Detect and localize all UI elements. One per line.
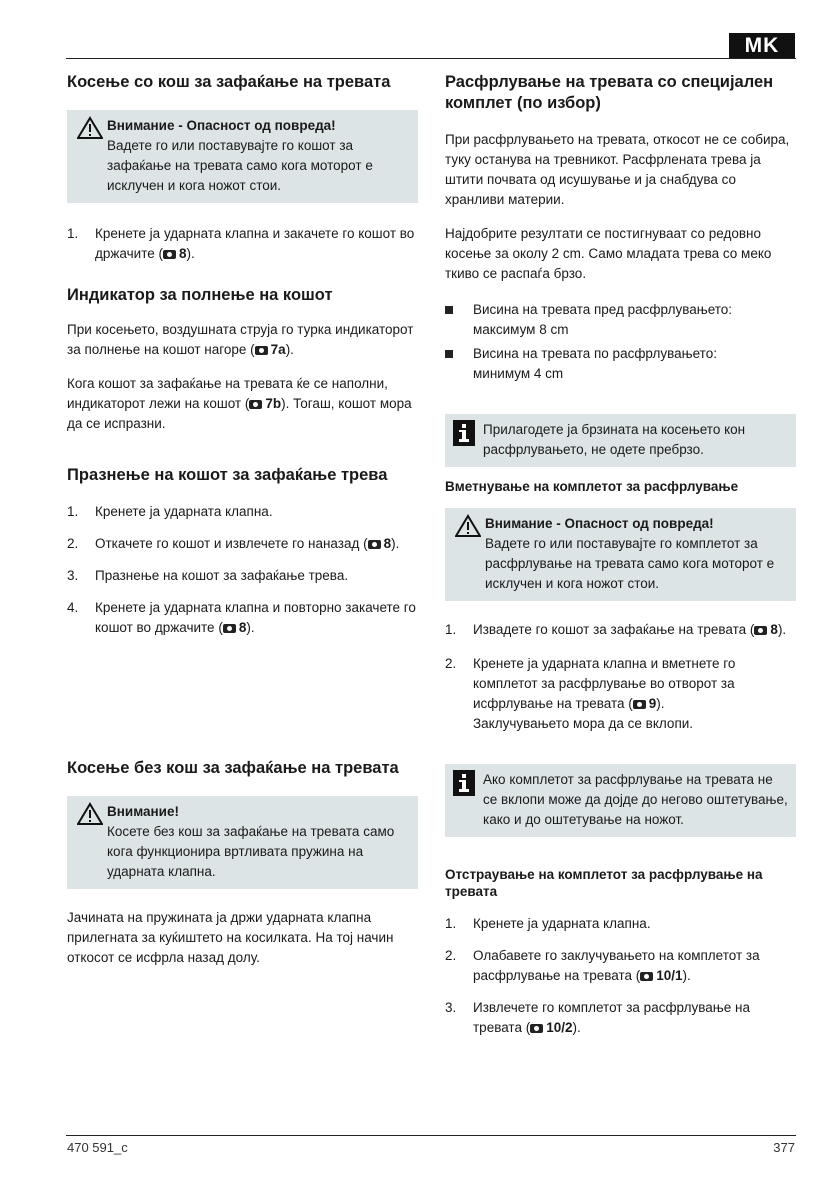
list-item: Висина на тревата пред расфрлувањето: максимум 8 cm — [445, 300, 798, 340]
warning-text: Вадете го или поставувајте го кошот за зафаќање на тревата само кога моторот е исклучен и кога ножот стои. — [107, 138, 373, 193]
info-icon — [453, 420, 483, 460]
warning-title: Внимание! — [107, 804, 179, 819]
info-box — [445, 764, 796, 837]
info-text: Прилагодете ја брзината на косењето кон расфрлувањето, не одете пребрзо. — [483, 422, 746, 457]
camera-icon — [754, 626, 767, 635]
warning-box — [67, 796, 418, 889]
steps-list — [445, 620, 796, 734]
camera-icon — [530, 1024, 543, 1033]
warning-icon — [77, 802, 107, 882]
bullet-list — [445, 300, 798, 384]
paragraph: Кога кошот за зафаќање на тревата ќе се наполни, индикаторот лежи на кошот ( 7b). Тогаш, кошот мора да се испразни. — [67, 376, 412, 431]
steps-list — [445, 914, 798, 1038]
camera-icon — [368, 540, 381, 549]
paragraph: При расфрлувањето на тревата, откосот не се собира, туку останува на тревникот. Расфрлената трева ја штити почвата од исушување и ја снабдува со хранливи материи. — [445, 132, 790, 207]
warning-icon — [455, 514, 485, 594]
section-mulching — [445, 72, 798, 384]
section-insert-mulch-kit — [445, 478, 798, 495]
bullet-icon — [445, 306, 453, 314]
section-fill-indicator — [67, 285, 418, 434]
figure-ref: 8 — [238, 620, 247, 635]
camera-icon — [255, 346, 268, 355]
subsection-title: Вметнување на комплетот за расфрлување — [445, 479, 739, 494]
section-title: Индикатор за полнење на кошот — [67, 286, 333, 304]
section-title: Празнење на кошот за зафаќање трева — [67, 466, 388, 484]
figure-ref: 10/1 — [656, 968, 683, 983]
page-number: 377 — [773, 1140, 795, 1155]
figure-ref: 7b — [265, 396, 282, 411]
warning-box — [445, 508, 796, 601]
warning-icon — [77, 116, 107, 196]
paragraph: При косењето, воздушната струја го турка индикаторот за полнење на кошот нагоре ( 7a). — [67, 322, 414, 357]
list-item: 2. Кренете ја ударната клапна и вметнете го комплетот за расфрлување во отворот за исфрлување на тревата ( 9). Заклучувањето мора да се вклопи. — [445, 656, 736, 731]
steps-list — [67, 224, 418, 264]
paragraph: Јачината на пружината ја држи ударната клапна прилегната за куќиштето на косилката. На тој начин откосот се исфрла назад долу. — [67, 910, 394, 965]
subsection-title: Отстраување на комплетот за расфрлување на тревата — [445, 867, 763, 899]
section-mowing-with-bag — [67, 72, 418, 93]
list-item: 3. Празнење на кошот за зафаќање трева. — [67, 568, 349, 583]
section-title: Расфрлување на тревата со специјален комплет (по избор) — [445, 73, 774, 112]
warning-text: Вадете го или поставувајте го комплетот за расфрлување на тревата само кога моторот е исклучен и кога ножот стои. — [485, 536, 775, 591]
section-remove-mulch-kit — [445, 866, 798, 1038]
section-emptying — [67, 465, 418, 638]
camera-icon — [163, 250, 176, 259]
header-rule — [66, 58, 796, 59]
figure-ref: 9 — [648, 696, 657, 711]
document-id: 470 591_c — [67, 1140, 128, 1155]
camera-icon — [249, 400, 262, 409]
info-icon — [453, 770, 483, 830]
figure-ref: 7a — [270, 342, 286, 357]
list-item: 3. Извлечете го комплетот за расфрлување на тревата ( 10/2). — [445, 1000, 750, 1035]
list-item: 1. Извадете го кошот за зафаќање на тревата ( 8). — [445, 622, 787, 637]
camera-icon — [633, 700, 646, 709]
figure-ref: 8 — [770, 622, 778, 637]
language-tab: MK — [729, 33, 795, 59]
info-text: Ако комплетот за расфрлување на тревата не се вклопи може да дојде до негово оштетување, како и до оштетување на ножот. — [483, 772, 788, 827]
figure-ref: 8 — [383, 536, 392, 551]
figure-ref: 8 — [179, 246, 187, 261]
list-item: 2. Откачете го кошот и извлечете го наназад ( 8). — [67, 536, 400, 551]
list-item: Висина на тревата по расфрлувањето: минимум 4 cm — [445, 344, 798, 384]
warning-text: Косете без кош за зафаќање на тревата само кога функционира вртливата пружина на ударната клапна. — [107, 824, 395, 879]
list-item: 2. Олабавете го заклучувањето на комплетот за расфрлување на тревата ( 10/1). — [445, 948, 760, 983]
bullet-icon — [445, 350, 453, 358]
list-item: 4. Кренете ја ударната клапна и повторно закачете го кошот во држачите ( 8). — [67, 600, 416, 635]
paragraph: Најдобрите резултати се постигнуваат со редовно косење за околу 2 cm. Само младата трева со меко ткиво се распаѓа брзо. — [445, 226, 772, 281]
figure-ref: 10/2 — [546, 1020, 573, 1035]
section-title: Косење без кош за зафаќање на тревата — [67, 759, 399, 777]
camera-icon — [223, 624, 236, 633]
section-mowing-without-bag — [67, 758, 418, 779]
list-item: 1. Кренете ја ударната клапна. — [445, 916, 651, 931]
warning-box — [67, 110, 418, 203]
steps-list — [67, 502, 418, 638]
camera-icon — [640, 972, 653, 981]
warning-title: Внимание - Опасност од повреда! — [107, 118, 336, 133]
list-item: 1. Кренете ја ударната клапна и закачете го кошот во држачите ( 8). — [67, 226, 415, 261]
warning-title: Внимание - Опасност од повреда! — [485, 516, 714, 531]
list-item: 1. Кренете ја ударната клапна. — [67, 504, 273, 519]
footer-rule — [66, 1135, 796, 1136]
info-box — [445, 414, 796, 467]
section-title: Косење со кош за зафаќање на тревата — [67, 73, 391, 91]
